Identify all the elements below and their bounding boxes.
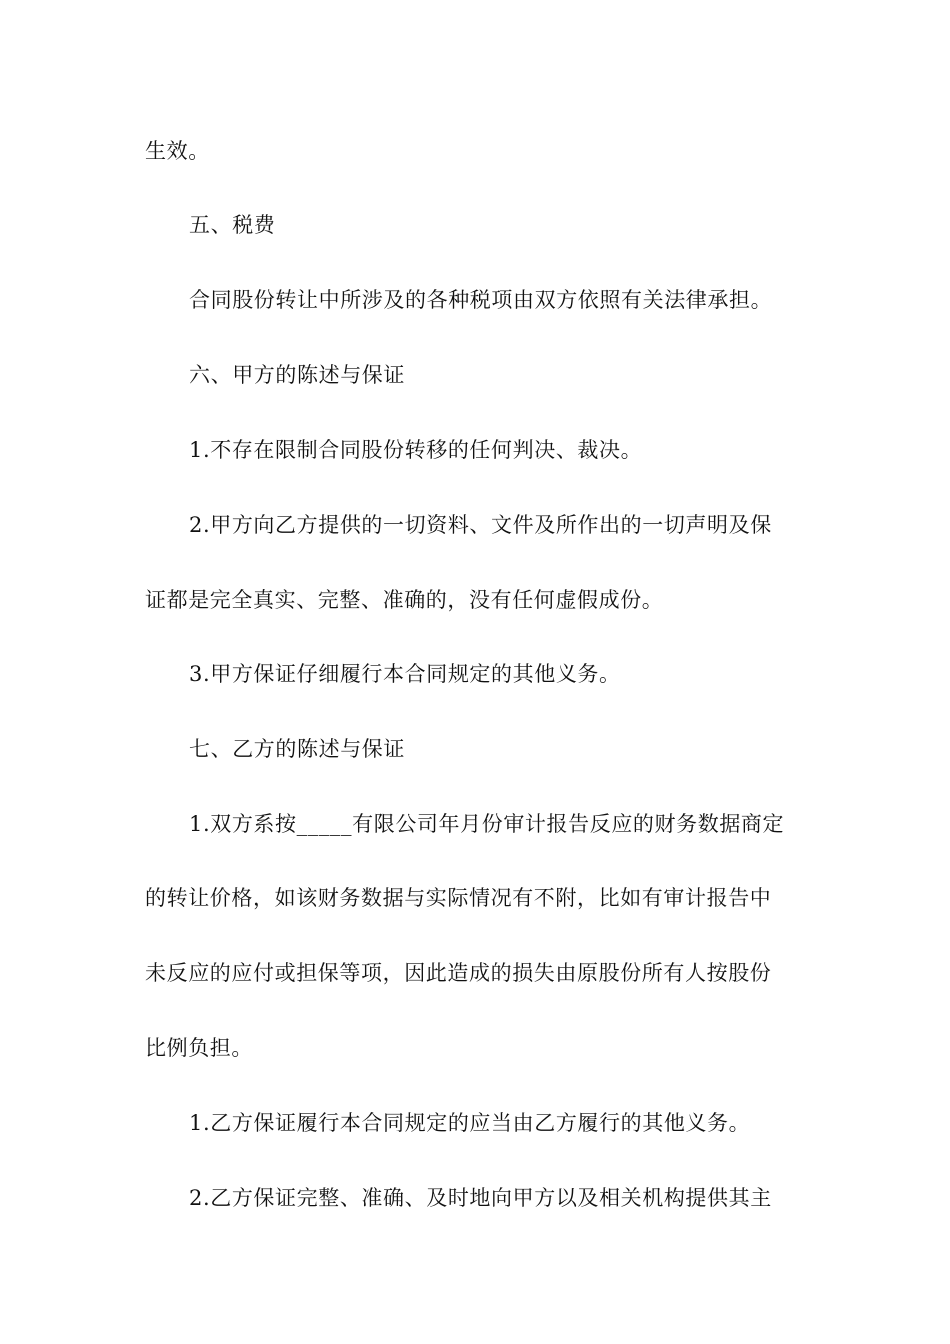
- text-line: 1.不存在限制合同股份转移的任何判决、裁决。: [189, 438, 643, 462]
- text-line: 证都是完全真实、完整、准确的，没有任何虚假成份。: [145, 588, 664, 612]
- text-line: 1.双方系按_____有限公司年月份审计报告反应的财务数据商定: [189, 812, 785, 836]
- text-line: 合同股份转让中所涉及的各种税项由双方依照有关法律承担。: [189, 288, 773, 312]
- section-heading: 六、甲方的陈述与保证: [189, 363, 405, 387]
- section-heading: 五、税费: [189, 213, 276, 237]
- section-heading: 七、乙方的陈述与保证: [189, 737, 405, 761]
- text-line: 比例负担。: [145, 1036, 253, 1060]
- text-line: 2.甲方向乙方提供的一切资料、文件及所作出的一切声明及保: [189, 513, 772, 537]
- text-line: 1.乙方保证履行本合同规定的应当由乙方履行的其他义务。: [189, 1111, 751, 1135]
- text-line: 未反应的应付或担保等项，因此造成的损失由原股份所有人按股份: [145, 961, 772, 985]
- text-line: 的转让价格，如该财务数据与实际情况有不附，比如有审计报告中: [145, 886, 772, 910]
- text-line: 3.甲方保证仔细履行本合同规定的其他义务。: [189, 662, 621, 686]
- text-line: 生效。: [145, 139, 210, 163]
- text-line: 2.乙方保证完整、准确、及时地向甲方以及相关机构提供其主: [189, 1186, 772, 1210]
